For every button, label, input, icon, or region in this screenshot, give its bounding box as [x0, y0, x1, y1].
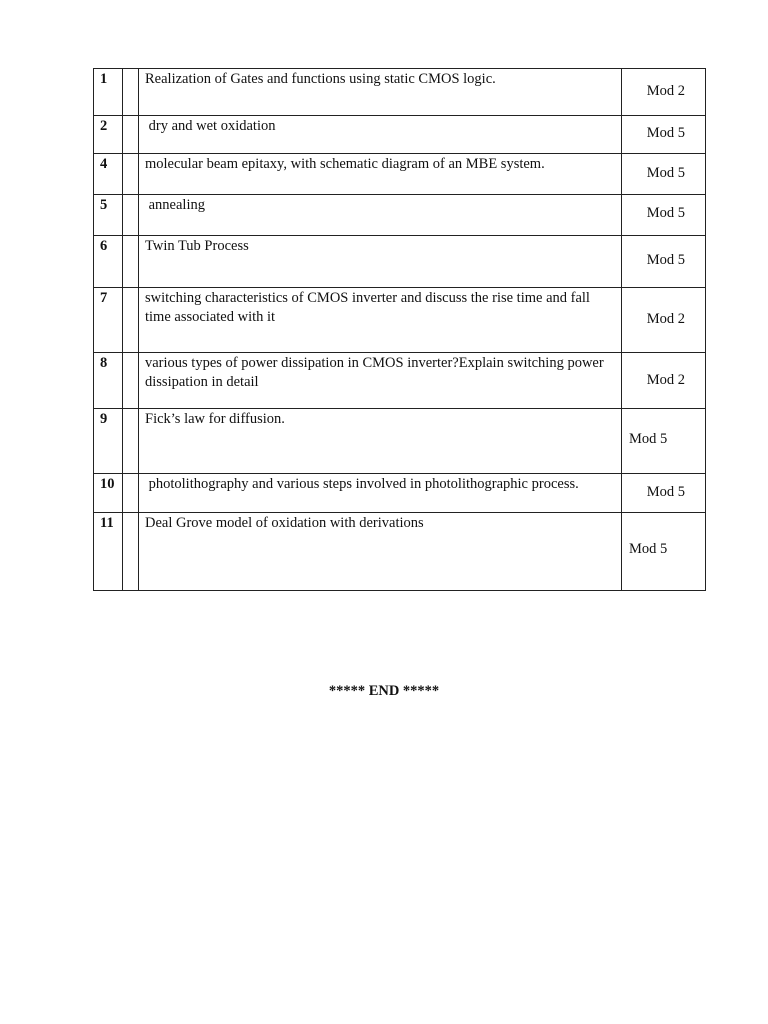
module-label: Mod 5: [646, 165, 685, 181]
question-number: 2: [94, 116, 123, 154]
module-label: Mod 5: [646, 125, 685, 141]
table-row: [94, 353, 706, 409]
spacer-cell: [123, 154, 139, 195]
question-text: dry and wet oxidation: [139, 116, 622, 154]
question-number: 4: [94, 154, 123, 195]
question-text: switching characteristics of CMOS inverter and discuss the rise time and fall time associated with it: [139, 288, 622, 353]
module-cell: [622, 353, 706, 409]
module-cell: [622, 116, 706, 154]
question-text: Twin Tub Process: [139, 236, 622, 288]
module-cell: [622, 513, 706, 591]
question-number: 5: [94, 195, 123, 236]
question-text: molecular beam epitaxy, with schematic diagram of an MBE system.: [139, 154, 622, 195]
question-text: Realization of Gates and functions using static CMOS logic.: [139, 69, 622, 116]
question-number: 9: [94, 409, 123, 474]
spacer-cell: [123, 409, 139, 474]
table-row: [94, 513, 706, 591]
question-number: 1: [94, 69, 123, 116]
question-text: annealing: [139, 195, 622, 236]
module-label: Mod 5: [646, 252, 685, 268]
module-label: Mod 2: [646, 372, 685, 388]
table-row: [94, 195, 706, 236]
table-row: [94, 116, 706, 154]
table-row: [94, 69, 706, 116]
table-row: [94, 409, 706, 474]
question-number: 11: [94, 513, 123, 591]
module-label: Mod 2: [646, 311, 685, 327]
question-text: Fick’s law for diffusion.: [139, 409, 622, 474]
question-number: 8: [94, 353, 123, 409]
module-cell: [622, 288, 706, 353]
table-row: [94, 154, 706, 195]
module-label: Mod 5: [629, 431, 668, 447]
question-table: [93, 68, 706, 591]
module-label: Mod 5: [646, 205, 685, 221]
module-cell: [622, 474, 706, 513]
spacer-cell: [123, 195, 139, 236]
module-cell: [622, 409, 706, 474]
module-cell: [622, 154, 706, 195]
module-label: Mod 5: [646, 484, 685, 500]
module-cell: [622, 69, 706, 116]
table-row: [94, 474, 706, 513]
spacer-cell: [123, 513, 139, 591]
spacer-cell: [123, 353, 139, 409]
module-label: Mod 5: [629, 541, 668, 557]
module-label: Mod 2: [646, 83, 685, 99]
question-text: various types of power dissipation in CMOS inverter?Explain switching power dissipation in detail: [139, 353, 622, 409]
module-cell: [622, 195, 706, 236]
spacer-cell: [123, 69, 139, 116]
spacer-cell: [123, 116, 139, 154]
question-text: photolithography and various steps involved in photolithographic process.: [139, 474, 622, 513]
spacer-cell: [123, 236, 139, 288]
spacer-cell: [123, 474, 139, 513]
module-cell: [622, 236, 706, 288]
end-marker: ***** END *****: [328, 683, 440, 699]
question-number: 7: [94, 288, 123, 353]
table-row: [94, 236, 706, 288]
spacer-cell: [123, 288, 139, 353]
table-row: [94, 288, 706, 353]
question-number: 6: [94, 236, 123, 288]
question-number: 10: [94, 474, 123, 513]
question-text: Deal Grove model of oxidation with derivations: [139, 513, 622, 591]
